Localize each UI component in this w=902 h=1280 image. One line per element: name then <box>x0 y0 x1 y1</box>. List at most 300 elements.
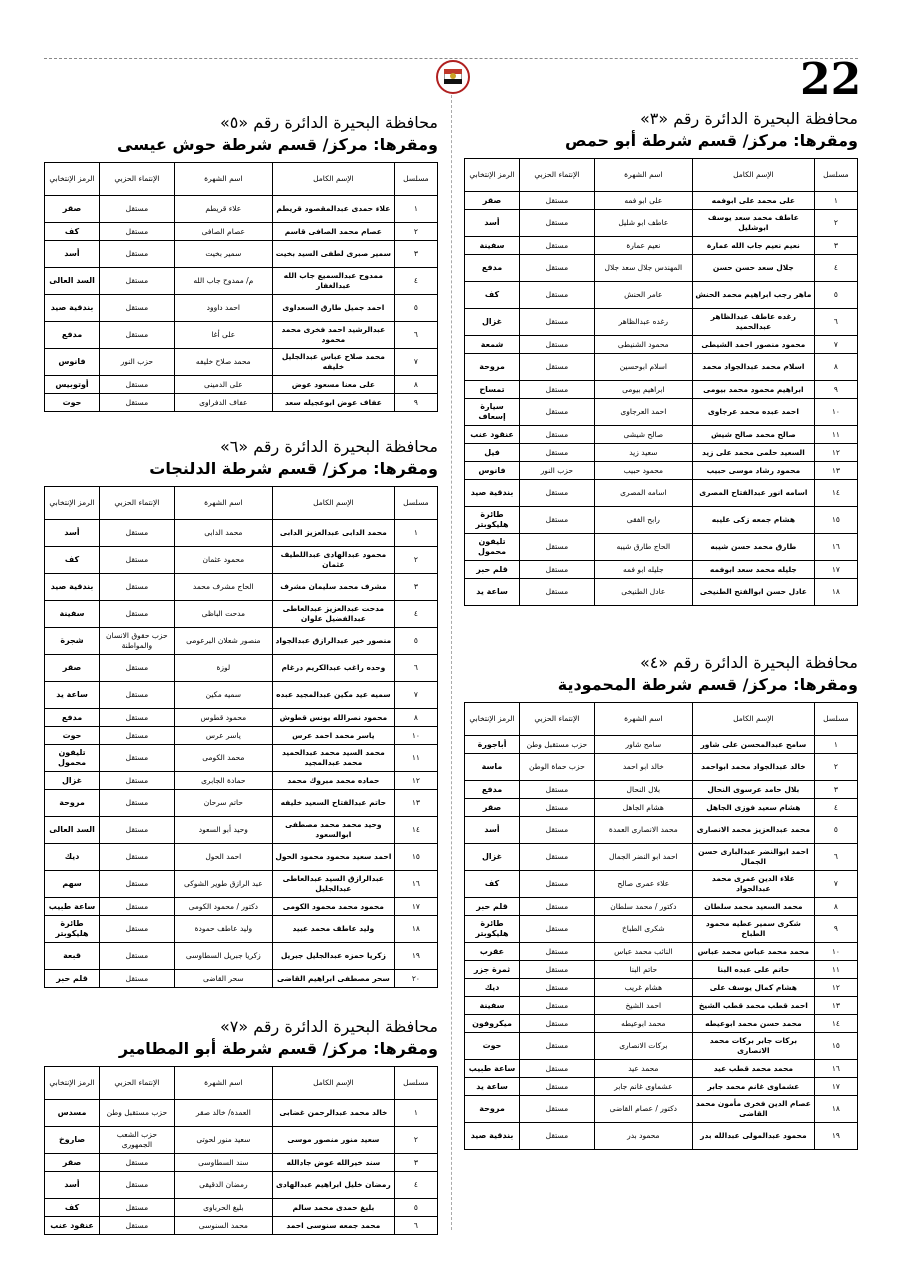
symbol-cell: أوتوبيس <box>45 376 100 394</box>
serial-cell: ١٤ <box>394 817 437 844</box>
serial-cell: ٦ <box>394 655 437 682</box>
party-header: الإنتماء الحزبي <box>520 703 595 736</box>
serial-cell: ٨ <box>394 376 437 394</box>
table-row <box>45 727 438 745</box>
top-rule <box>44 58 858 59</box>
table-row <box>45 709 438 727</box>
full-name-cell: محمد محمد قطب عيد <box>692 1060 814 1078</box>
full-name-cell: علاء حمدى عبدالمقصود قريطم <box>272 196 394 223</box>
table-row <box>45 970 438 988</box>
nickname-cell: بركات الانصارى <box>594 1033 692 1060</box>
full-name-cell: احمد جميل طارق السعداوى <box>272 295 394 322</box>
party-cell: مستقل <box>520 943 595 961</box>
full-name-cell: وحده راغب عبدالكريم درغام <box>272 655 394 682</box>
serial-cell: ١٤ <box>814 1015 857 1033</box>
nickname-cell: علاء قريطم <box>174 196 272 223</box>
serial-cell: ٤ <box>394 1172 437 1199</box>
full-name-cell: محمود رشاد موسى حبيب <box>692 462 814 480</box>
table-row <box>465 354 858 381</box>
symbol-cell: تليفون محمول <box>465 534 520 561</box>
serial-cell: ١٧ <box>814 1078 857 1096</box>
table-row <box>465 898 858 916</box>
full-name-cell: محمد عبدالعزيز محمد الانصارى <box>692 817 814 844</box>
nickname-cell: زكريا جبريل السطاوسى <box>174 943 272 970</box>
symbol-cell: فيل <box>465 444 520 462</box>
nickname-cell: هشام الجاهل <box>594 799 692 817</box>
serial-cell: ٦ <box>814 309 857 336</box>
serial-cell: ٣ <box>814 781 857 799</box>
serial-cell: ٦ <box>394 1217 437 1235</box>
serial-header: مسلسل <box>394 487 437 520</box>
party-cell: مستقل <box>520 871 595 898</box>
nickname-header: اسم الشهرة <box>174 1067 272 1100</box>
district-title: محافظة البحيرة الدائرة رقم «٥» <box>219 113 438 132</box>
party-cell: مستقل <box>520 309 595 336</box>
table-row <box>45 601 438 628</box>
nickname-cell: النائب محمد عباس <box>594 943 692 961</box>
full-name-cell: احمد سعيد محمود محمود الحول <box>272 844 394 871</box>
full-name-cell: ممدوح عبدالسميع جاب الله عبدالغفار <box>272 268 394 295</box>
serial-cell: ٢ <box>394 1127 437 1154</box>
symbol-cell: مروحة <box>465 354 520 381</box>
table-row <box>45 295 438 322</box>
nickname-cell: م/ ممدوح جاب الله <box>174 268 272 295</box>
symbol-cell: صقر <box>45 1154 100 1172</box>
party-cell: مستقل <box>520 916 595 943</box>
nickname-cell: سعيد منور لحوتى <box>174 1127 272 1154</box>
table-row <box>465 1078 858 1096</box>
full-name-cell: محمود عبدالمولى عبدالله بدر <box>692 1123 814 1150</box>
party-cell: مستقل <box>520 1060 595 1078</box>
serial-cell: ١٢ <box>394 772 437 790</box>
serial-cell: ٢ <box>394 547 437 574</box>
symbol-cell: شجرة <box>45 628 100 655</box>
party-cell: مستقل <box>100 745 175 772</box>
table-row <box>45 817 438 844</box>
serial-cell: ١ <box>394 1100 437 1127</box>
nickname-cell: عامر الحنش <box>594 282 692 309</box>
full-name-cell: حماده محمد مبروك محمد <box>272 772 394 790</box>
party-cell: مستقل <box>520 210 595 237</box>
party-cell: مستقل <box>100 898 175 916</box>
symbol-cell: صقر <box>45 655 100 682</box>
party-cell: حزب حماة الوطن <box>520 754 595 781</box>
serial-cell: ١٧ <box>394 898 437 916</box>
nickname-cell: صالح شيشى <box>594 426 692 444</box>
symbol-cell: السد العالى <box>45 817 100 844</box>
symbol-cell: أسد <box>45 241 100 268</box>
party-cell: مستقل <box>520 844 595 871</box>
symbol-cell: كف <box>45 547 100 574</box>
candidates-table <box>44 486 438 988</box>
nickname-cell: سميه مكين <box>174 682 272 709</box>
table-row <box>465 480 858 507</box>
full-name-cell: جلال سعد حسن حسن <box>692 255 814 282</box>
party-cell: مستقل <box>520 1078 595 1096</box>
serial-cell: ١٨ <box>814 579 857 606</box>
party-cell: مستقل <box>520 961 595 979</box>
candidates-table <box>44 162 438 412</box>
full-name-cell: صالح محمد صالح شيش <box>692 426 814 444</box>
full-name-cell: ماهر رجب ابراهيم محمد الحنش <box>692 282 814 309</box>
full-name-cell: محمد السعيد محمد سلطان <box>692 898 814 916</box>
serial-cell: ١١ <box>394 745 437 772</box>
full-name-cell: وحيد محمد محمد مصطفى ابوالسعود <box>272 817 394 844</box>
full-name-cell: بليغ حمدى محمد سالم <box>272 1199 394 1217</box>
full-name-cell: سند خيرالله عوض جادالله <box>272 1154 394 1172</box>
serial-cell: ١٦ <box>394 871 437 898</box>
table-row <box>45 682 438 709</box>
table-row <box>45 574 438 601</box>
full-name-cell: محمد الدابى عبدالعزيز الدابى <box>272 520 394 547</box>
serial-cell: ٧ <box>394 349 437 376</box>
nickname-cell: مدحت الباظى <box>174 601 272 628</box>
symbol-cell: صقر <box>465 799 520 817</box>
symbol-cell: ميكروفون <box>465 1015 520 1033</box>
party-cell: مستقل <box>520 399 595 426</box>
symbol-cell: مروحة <box>465 1096 520 1123</box>
symbol-cell: مدفع <box>465 255 520 282</box>
nickname-cell: ابراهيم بيومى <box>594 381 692 399</box>
table-row <box>45 322 438 349</box>
full-name-cell: عاطف محمد سعد يوسف ابوشليل <box>692 210 814 237</box>
district-section-3 <box>464 108 858 606</box>
nickname-cell: علاء عمرى صالح <box>594 871 692 898</box>
serial-cell: ١٧ <box>814 561 857 579</box>
table-row <box>465 237 858 255</box>
district-seat: ومقرها: مركز/ قسم شرطة أبو المطامير <box>118 1039 438 1058</box>
nickname-cell: رمضان الدقيقى <box>174 1172 272 1199</box>
district-title: محافظة البحيرة الدائرة رقم «٦» <box>219 437 438 456</box>
table-row <box>465 943 858 961</box>
table-row <box>465 381 858 399</box>
serial-cell: ٢٠ <box>394 970 437 988</box>
nickname-cell: عاطف ابو شليل <box>594 210 692 237</box>
serial-cell: ١٤ <box>814 480 857 507</box>
table-row <box>465 255 858 282</box>
full-name-cell: مشرف محمد سليمان مشرف <box>272 574 394 601</box>
party-cell: مستقل <box>520 354 595 381</box>
party-cell: مستقل <box>520 1015 595 1033</box>
party-header: الإنتماء الحزبي <box>520 159 595 192</box>
party-cell: مستقل <box>520 799 595 817</box>
serial-cell: ١٦ <box>814 534 857 561</box>
serial-header: مسلسل <box>394 1067 437 1100</box>
symbol-cell: أسد <box>45 520 100 547</box>
table-row <box>465 399 858 426</box>
serial-cell: ١٨ <box>814 1096 857 1123</box>
party-cell: مستقل <box>520 255 595 282</box>
party-cell: مستقل <box>100 709 175 727</box>
full-name-cell: زكريا حمزه عبدالجليل جبريل <box>272 943 394 970</box>
table-row <box>465 1096 858 1123</box>
nickname-cell: على الدمينى <box>174 376 272 394</box>
table-row <box>465 961 858 979</box>
full-name-cell: محمد صلاح عباس عبدالجليل خليفه <box>272 349 394 376</box>
full-name-cell: سمير صبرى لطفى السيد بخيت <box>272 241 394 268</box>
symbol-cell: سفينة <box>45 601 100 628</box>
symbol-cell: حوت <box>45 727 100 745</box>
full-name-cell: علاء الدين عمرى محمد عبدالجواد <box>692 871 814 898</box>
table-row <box>465 736 858 754</box>
party-cell: مستقل <box>100 844 175 871</box>
party-cell: مستقل <box>520 237 595 255</box>
full-name-cell: طارق محمد حسن شيبه <box>692 534 814 561</box>
party-cell: مستقل <box>100 268 175 295</box>
district-seat: ومقرها: مركز/ قسم شرطة أبو حمص <box>564 131 858 150</box>
serial-cell: ١٥ <box>814 507 857 534</box>
party-cell: مستقل <box>520 426 595 444</box>
symbol-header: الرمز الإنتخابي <box>45 1067 100 1100</box>
table-row <box>465 210 858 237</box>
party-cell: مستقل <box>520 507 595 534</box>
symbol-cell: مسدس <box>45 1100 100 1127</box>
nickname-cell: عبد الرازق طوير الشوكى <box>174 871 272 898</box>
nickname-cell: نعيم عمارة <box>594 237 692 255</box>
table-row <box>45 655 438 682</box>
party-cell: حزب حقوق الانسان والمواطنة <box>100 628 175 655</box>
full-name-cell: احمد عبده محمد عرجاوى <box>692 399 814 426</box>
full-name-cell: بلال حامد عرسوى النحال <box>692 781 814 799</box>
party-cell: مستقل <box>100 1154 175 1172</box>
full-name-cell: منصور خير عبدالرازق عبدالجواد <box>272 628 394 655</box>
symbol-cell: سيارة إسعاف <box>465 399 520 426</box>
serial-header: مسلسل <box>814 703 857 736</box>
nickname-cell: عادل الطنيخى <box>594 579 692 606</box>
nickname-cell: اسامه المصرى <box>594 480 692 507</box>
party-cell: مستقل <box>520 579 595 606</box>
symbol-cell: شمعة <box>465 336 520 354</box>
serial-cell: ٢ <box>814 754 857 781</box>
serial-cell: ٣ <box>814 237 857 255</box>
party-cell: مستقل <box>100 916 175 943</box>
serial-cell: ١٣ <box>394 790 437 817</box>
nickname-cell: هشام غريب <box>594 979 692 997</box>
serial-cell: ١٨ <box>394 916 437 943</box>
party-cell: مستقل <box>520 444 595 462</box>
page-number: 22 <box>800 54 862 105</box>
serial-header: مسلسل <box>814 159 857 192</box>
serial-cell: ١ <box>814 736 857 754</box>
full-name-cell: محمد محمد عباس محمد عباس <box>692 943 814 961</box>
serial-cell: ٩ <box>814 916 857 943</box>
full-name-cell: حاتم عبدالفتاح السعيد خليفه <box>272 790 394 817</box>
nickname-cell: محمد الدابى <box>174 520 272 547</box>
symbol-cell: بندقية صيد <box>465 480 520 507</box>
table-row <box>45 916 438 943</box>
table-row <box>45 520 438 547</box>
nickname-cell: على أغا <box>174 322 272 349</box>
party-cell: حزب مستقبل وطن <box>100 1100 175 1127</box>
candidates-table <box>464 702 858 1150</box>
party-cell: مستقل <box>100 970 175 988</box>
nickname-header: اسم الشهرة <box>174 487 272 520</box>
table-row <box>465 1033 858 1060</box>
party-cell: مستقل <box>520 1033 595 1060</box>
symbol-cell: غزال <box>45 772 100 790</box>
table-row <box>45 1199 438 1217</box>
symbol-cell: بندقية صيد <box>45 295 100 322</box>
party-cell: مستقل <box>100 601 175 628</box>
nickname-cell: محمود الشنيطى <box>594 336 692 354</box>
full-name-cell: عصام الدين فخرى مأمون محمد القاضى <box>692 1096 814 1123</box>
table-row <box>45 1217 438 1235</box>
serial-cell: ٣ <box>394 574 437 601</box>
serial-cell: ١٣ <box>814 997 857 1015</box>
party-cell: مستقل <box>100 547 175 574</box>
symbol-cell: سهم <box>45 871 100 898</box>
full-name-cell: حاتم على عبده البنا <box>692 961 814 979</box>
symbol-cell: طائرة هليكوبتر <box>45 916 100 943</box>
party-cell: مستقل <box>520 561 595 579</box>
serial-cell: ٣ <box>394 1154 437 1172</box>
full-name-header: الإسم الكامل <box>272 487 394 520</box>
symbol-cell: قلم حبر <box>465 898 520 916</box>
table-row <box>465 426 858 444</box>
party-cell: مستقل <box>100 520 175 547</box>
full-name-cell: محمد جمعه سنوسى احمد <box>272 1217 394 1235</box>
party-header: الإنتماء الحزبي <box>100 163 175 196</box>
serial-cell: ١٩ <box>394 943 437 970</box>
nickname-cell: احمد داوود <box>174 295 272 322</box>
symbol-cell: فانوس <box>465 462 520 480</box>
nickname-cell: وليد عاطف حمودة <box>174 916 272 943</box>
full-name-header: الإسم الكامل <box>272 163 394 196</box>
nickname-cell: على ابو فمه <box>594 192 692 210</box>
serial-cell: ٥ <box>814 817 857 844</box>
symbol-cell: غزال <box>465 309 520 336</box>
party-cell: مستقل <box>100 394 175 412</box>
symbol-cell: قلم حبر <box>465 561 520 579</box>
party-header: الإنتماء الحزبي <box>100 487 175 520</box>
serial-cell: ١٠ <box>814 943 857 961</box>
party-cell: مستقل <box>520 336 595 354</box>
party-cell: مستقل <box>520 192 595 210</box>
serial-cell: ٥ <box>814 282 857 309</box>
nickname-cell: حاتم البنا <box>594 961 692 979</box>
full-name-cell: عصام محمد الصافى قاسم <box>272 223 394 241</box>
nickname-cell: العمدة/ خالد صقر <box>174 1100 272 1127</box>
party-cell: حزب مستقبل وطن <box>520 736 595 754</box>
nickname-cell: لوزة <box>174 655 272 682</box>
full-name-cell: رمضان خليل ابراهيم عبدالهادى <box>272 1172 394 1199</box>
serial-cell: ٨ <box>394 709 437 727</box>
full-name-cell: على محمد على ابوفمه <box>692 192 814 210</box>
column-divider <box>451 95 452 1230</box>
party-cell: مستقل <box>100 682 175 709</box>
table-row <box>465 871 858 898</box>
party-cell: مستقل <box>520 997 595 1015</box>
symbol-cell: مدفع <box>465 781 520 799</box>
serial-cell: ٥ <box>394 1199 437 1217</box>
symbol-cell: كف <box>45 1199 100 1217</box>
table-row <box>465 444 858 462</box>
symbol-header: الرمز الإنتخابي <box>45 487 100 520</box>
nickname-cell: محمود عثمان <box>174 547 272 574</box>
nickname-cell: محمد صلاح خليفه <box>174 349 272 376</box>
table-row <box>45 223 438 241</box>
symbol-cell: ساعة يد <box>465 1078 520 1096</box>
nickname-cell: حاتم سرحان <box>174 790 272 817</box>
nickname-cell: عشماوى غانم جابر <box>594 1078 692 1096</box>
table-row <box>465 579 858 606</box>
district-section-4 <box>464 652 858 1150</box>
serial-cell: ١٥ <box>814 1033 857 1060</box>
symbol-cell: عنقود عنب <box>45 1217 100 1235</box>
symbol-cell: ديك <box>465 979 520 997</box>
table-row <box>45 1100 438 1127</box>
party-cell: مستقل <box>100 1172 175 1199</box>
serial-cell: ١٢ <box>814 979 857 997</box>
table-row <box>45 268 438 295</box>
serial-cell: ٥ <box>394 295 437 322</box>
symbol-cell: كف <box>465 282 520 309</box>
nickname-cell: شكرى الطباخ <box>594 916 692 943</box>
serial-cell: ٩ <box>814 381 857 399</box>
nickname-cell: دكتور / محمد سلطان <box>594 898 692 916</box>
table-row <box>465 534 858 561</box>
table-row <box>465 979 858 997</box>
nickname-cell: بليغ الحرباوى <box>174 1199 272 1217</box>
nickname-cell: جليله ابو فمه <box>594 561 692 579</box>
full-name-cell: احمد ابوالنضر عبدالبارى حسن الجمال <box>692 844 814 871</box>
serial-cell: ١٣ <box>814 462 857 480</box>
nickname-cell: محمد عيد <box>594 1060 692 1078</box>
serial-cell: ٦ <box>394 322 437 349</box>
party-cell: مستقل <box>520 282 595 309</box>
party-cell: مستقل <box>100 196 175 223</box>
table-row <box>45 745 438 772</box>
nickname-cell: سامح شاور <box>594 736 692 754</box>
table-row <box>45 241 438 268</box>
district-title: محافظة البحيرة الدائرة رقم «٣» <box>639 109 858 128</box>
full-name-cell: اسامه انور عبدالفتاح المصرى <box>692 480 814 507</box>
full-name-cell: سعيد منور منصور موسى <box>272 1127 394 1154</box>
table-row <box>45 1127 438 1154</box>
serial-cell: ٤ <box>394 268 437 295</box>
symbol-header: الرمز الإنتخابي <box>465 159 520 192</box>
table-row <box>465 799 858 817</box>
nickname-cell: اسلام ابوحسين <box>594 354 692 381</box>
district-title: محافظة البحيرة الدائرة رقم «٧» <box>219 1017 438 1036</box>
serial-cell: ١٠ <box>394 727 437 745</box>
full-name-cell: خالد محمد عبدالرحمن غضابى <box>272 1100 394 1127</box>
serial-cell: ٨ <box>814 898 857 916</box>
symbol-cell: سفينة <box>465 237 520 255</box>
nickname-cell: بلال النحال <box>594 781 692 799</box>
table-row <box>465 1123 858 1150</box>
party-cell: مستقل <box>520 781 595 799</box>
serial-cell: ١ <box>814 192 857 210</box>
nickname-cell: دكتور / محمود الكومى <box>174 898 272 916</box>
district-section-5 <box>44 112 438 412</box>
symbol-cell: بندقية صيد <box>45 574 100 601</box>
district-section-6 <box>44 436 438 988</box>
serial-cell: ٥ <box>394 628 437 655</box>
nickname-cell: رابح الفقى <box>594 507 692 534</box>
serial-cell: ٤ <box>814 799 857 817</box>
full-name-cell: ياسر محمد احمد عرس <box>272 727 394 745</box>
serial-cell: ١٢ <box>814 444 857 462</box>
nickname-cell: دكتور / عصام القاضى <box>594 1096 692 1123</box>
nickname-header: اسم الشهرة <box>174 163 272 196</box>
symbol-cell: صقر <box>465 192 520 210</box>
nickname-cell: احمد الشيخ <box>594 997 692 1015</box>
serial-cell: ١٦ <box>814 1060 857 1078</box>
full-name-cell: السعيد حلمى محمد على زيد <box>692 444 814 462</box>
symbol-cell: ساعة طبيب <box>45 898 100 916</box>
table-row <box>45 871 438 898</box>
